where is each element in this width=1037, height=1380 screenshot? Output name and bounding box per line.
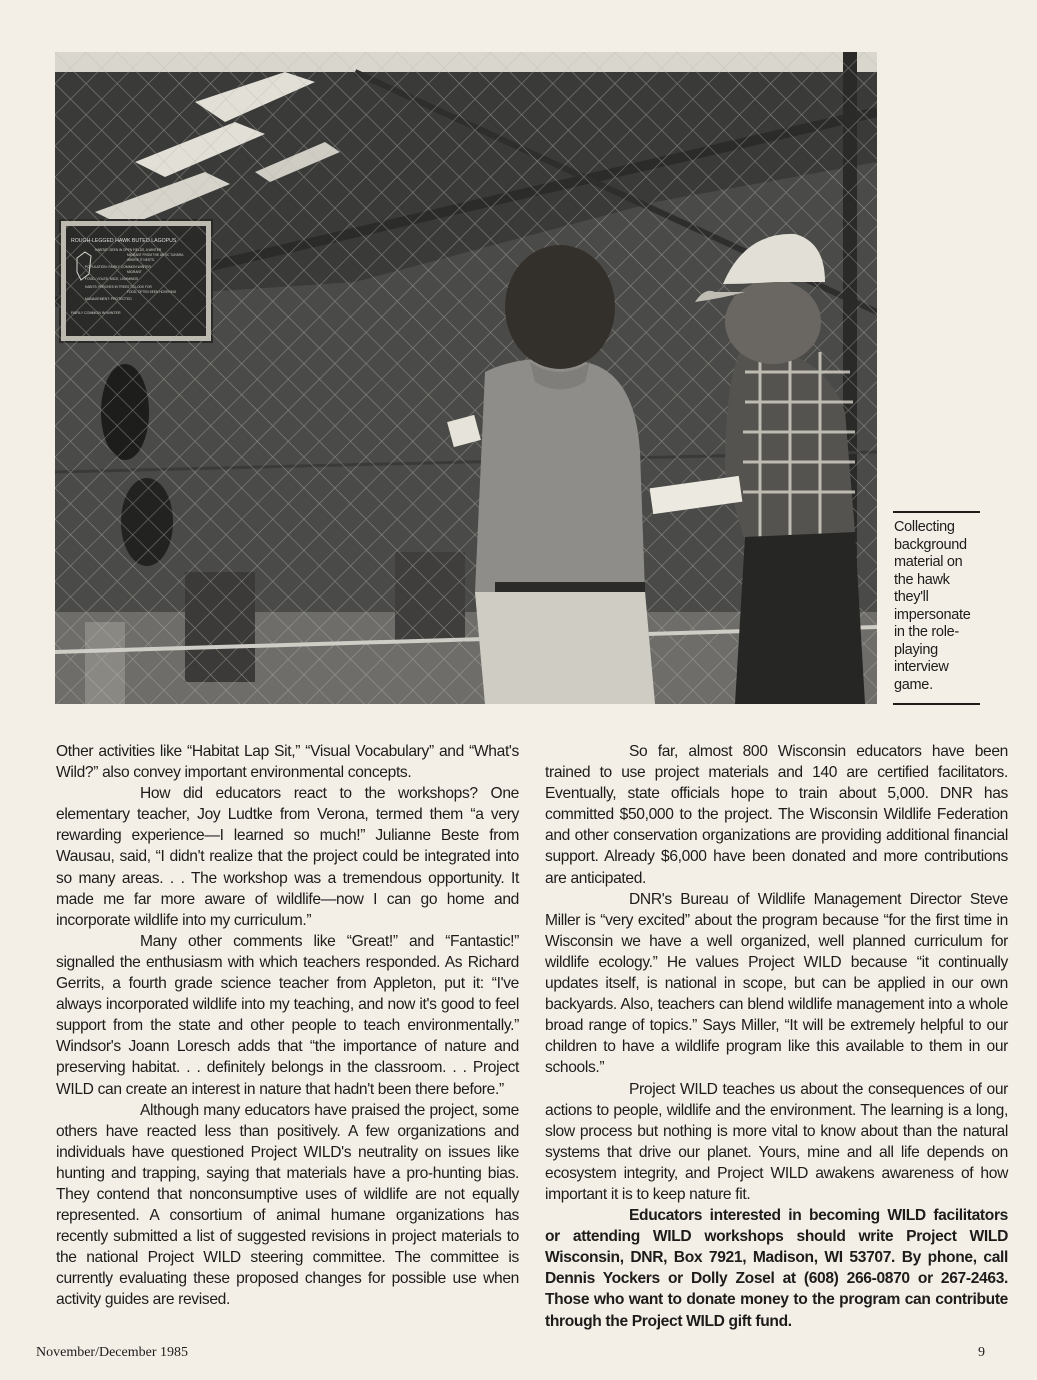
- contact-paragraph: Educators interested in becoming WILD facilitators or attending WILD workshops should write Project WILD Wisconsin, DNR, Box 7921, Madison, WI 53707. By phone, call Dennis Yockers or Dolly Zosel at (608) 266-0870 or 267-2463. Those who want to donate money to the program can contribute through the Project WILD gift fund.: [545, 1207, 1008, 1330]
- paragraph: Many other comments like “Great!” and “Fantastic!” signalled the enthusiasm with which teachers responded. As Richard Gerrits, a fourth grade science teacher from Appleton, put it: “I've always incorporated wildlife into my teaching, and now it's good to feel support from the state and other people to teach environmentally.” Windsor's Joann Loresch adds that “the importance of nature and preserving habitat. . . definitely belongs in the classroom. . . Project WILD can create an interest in nature that hadn't been there before.”: [56, 932, 519, 1098]
- paragraph: Although many educators have praised the project, some others have reacted less than positively. A few organizations and individuals have questioned Project WILD's neutrality on issues like hunting and trapping, saying that materials have a pro-hunting bias. They contend that nonconsumptive uses of wildlife are not equally represented. A consortium of animal humane organizations has recently submitted a list of suggested revisions in project materials to the national Project WILD steering committee. The committee is currently evaluating these proposed changes for possible use when activity guides are revised.: [56, 1101, 519, 1309]
- issue-date: November/December 1985: [36, 1345, 188, 1360]
- article-left-column: [56, 741, 519, 1311]
- paragraph: DNR's Bureau of Wildlife Management Director Steve Miller is “very excited” about the program because “for the first time in Wisconsin we have a well organized, well planned curriculum for wildlife ecology.” He values Project WILD because “it continually updates itself, is national in scope, but can be applied in our own backyards. Also, teachers can blend wildlife management into a whole broad range of topics.” Says Miller, “It will be extremely helpful to our children to have a wildlife program like this available to them in our schools.”: [545, 890, 1008, 1077]
- paragraph: How did educators react to the workshops? One elementary teacher, Joy Ludtke from Verona, termed them “a very rewarding experience—I learned so much!” Julianne Beste from Wausau, said, “I didn't realize that the project could be integrated into so many areas. . . The workshop was a tremendous opportunity. It made me far more aware of wildlife—now I can go home and incorporate wildlife into my curriculum.”: [56, 785, 519, 929]
- paragraph: Other activities like “Habitat Lap Sit,” “Visual Vocabulary” and “What's Wild?” also convey important environmental concepts.: [56, 743, 519, 782]
- paragraph: So far, almost 800 Wisconsin educators have been trained to use project materials and 140 are certified facilitators. Eventually, state officials hope to train about 5,000. DNR has committed $50,000 to the project. The Wisconsin Wildlife Federation and other conservation organizations are providing additional financial support. Already $6,000 have been donated and more contributions are anticipated.: [545, 743, 1008, 887]
- article-photo: [55, 52, 877, 704]
- paragraph: Project WILD teaches us about the consequences of our actions to people, wildlife and the environment. The learning is a long, slow process but nothing is more vital to know about than the natural systems that drive our planet. Yours, mine and all life depends on ecosystem integrity, and Project WILD awakens awareness of how important it is to keep nature fit.: [545, 1080, 1008, 1203]
- photo-caption: Collecting background material on the hawk they'll impersonate in the role-playing interview game.: [893, 511, 980, 705]
- article-right-column: [545, 741, 1008, 1332]
- page-number: 9: [978, 1345, 985, 1360]
